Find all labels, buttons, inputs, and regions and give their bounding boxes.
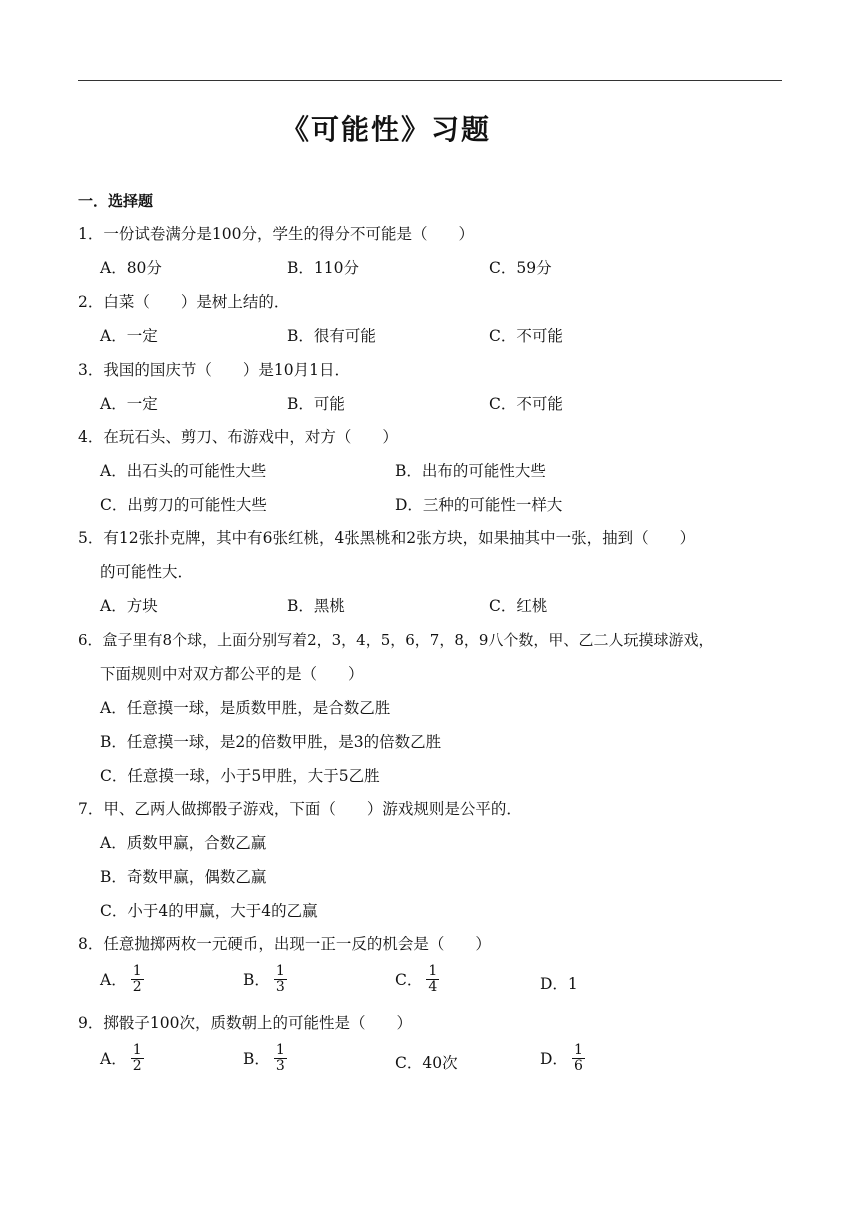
page-title: 《可能性》习题 bbox=[280, 113, 491, 146]
q7-option-a: A．质数甲赢，合数乙赢 bbox=[100, 834, 267, 852]
q8-option-b-label: B． bbox=[243, 970, 270, 989]
question-2-stem: 2．白菜（ ）是树上结的． bbox=[78, 293, 290, 311]
q2-option-c: C．不可能 bbox=[489, 327, 563, 345]
denominator: 6 bbox=[573, 1058, 583, 1074]
denominator: 3 bbox=[275, 1058, 285, 1074]
q4-option-a: A．出石头的可能性大些 bbox=[100, 462, 267, 480]
q8-option-d: D．1 bbox=[540, 975, 578, 993]
q9-option-c: C．40次 bbox=[395, 1054, 458, 1072]
q8-option-c-label: C． bbox=[395, 970, 423, 989]
numerator: 1 bbox=[132, 1042, 142, 1058]
q4-option-c: C．出剪刀的可能性大些 bbox=[100, 496, 267, 514]
q8-option-a-fraction bbox=[131, 964, 144, 995]
q7-option-c: C．小于4的甲赢，大于4的乙赢 bbox=[100, 902, 318, 920]
question-9-stem: 9．掷骰子100次，质数朝上的可能性是（ ） bbox=[78, 1014, 412, 1032]
denominator: 3 bbox=[275, 979, 285, 995]
q1-option-b: B．110分 bbox=[287, 259, 359, 277]
q2-option-b: B．很有可能 bbox=[287, 327, 376, 345]
question-6-stem-continued: 下面规则中对双方都公平的是（ ） bbox=[100, 665, 364, 683]
q3-option-b: B．可能 bbox=[287, 395, 345, 413]
numerator: 1 bbox=[275, 963, 285, 979]
question-1-stem: 1．一份试卷满分是100分，学生的得分不可能是（ ） bbox=[78, 225, 474, 243]
q9-option-b-label: B． bbox=[243, 1049, 270, 1068]
q2-option-a: A．一定 bbox=[100, 327, 158, 345]
q8-option-a bbox=[100, 964, 144, 995]
q4-option-d: D．三种的可能性一样大 bbox=[395, 496, 563, 514]
question-4-stem: 4．在玩石头、剪刀、布游戏中，对方（ ） bbox=[78, 428, 398, 446]
q8-option-b-fraction bbox=[274, 964, 287, 995]
q9-option-a-fraction bbox=[131, 1043, 144, 1074]
q5-option-b: B．黑桃 bbox=[287, 597, 345, 615]
q8-option-c-fraction bbox=[426, 964, 439, 995]
q8-option-b bbox=[243, 964, 287, 995]
q7-option-b: B．奇数甲赢，偶数乙赢 bbox=[100, 868, 267, 886]
denominator: 4 bbox=[428, 979, 438, 995]
question-3-stem: 3．我国的国庆节（ ）是10月1日． bbox=[78, 361, 350, 379]
q6-option-a: A．任意摸一球，是质数甲胜，是合数乙胜 bbox=[100, 699, 391, 717]
q3-option-c: C．不可能 bbox=[489, 395, 563, 413]
q1-option-a: A．80分 bbox=[100, 259, 162, 277]
q8-option-a-label: A． bbox=[100, 970, 127, 989]
numerator: 1 bbox=[573, 1042, 583, 1058]
q9-option-a bbox=[100, 1043, 144, 1074]
denominator: 2 bbox=[132, 979, 142, 995]
q6-option-c: C．任意摸一球，小于5甲胜，大于5乙胜 bbox=[100, 767, 380, 785]
q8-option-c bbox=[395, 964, 439, 995]
q4-option-b: B．出布的可能性大些 bbox=[395, 462, 546, 480]
q9-option-d-fraction bbox=[572, 1043, 585, 1074]
question-8-stem: 8．任意抛掷两枚一元硬币，出现一正一反的机会是（ ） bbox=[78, 935, 491, 953]
question-6-stem: 6．盒子里有8个球，上面分别写着2，3，4，5，6，7，8，9八个数，甲、乙二人玩摸球游戏， bbox=[78, 631, 714, 649]
q6-option-b: B．任意摸一球，是2的倍数甲胜，是3的倍数乙胜 bbox=[100, 733, 442, 751]
q9-option-a-label: A． bbox=[100, 1049, 127, 1068]
question-7-stem: 7．甲、乙两人做掷骰子游戏，下面（ ）游戏规则是公平的． bbox=[78, 800, 522, 818]
q9-option-b bbox=[243, 1043, 287, 1074]
q9-option-d bbox=[540, 1043, 585, 1074]
q9-option-d-label: D． bbox=[540, 1049, 568, 1068]
numerator: 1 bbox=[275, 1042, 285, 1058]
numerator: 1 bbox=[428, 963, 438, 979]
question-5-stem-continued: 的可能性大． bbox=[100, 563, 194, 581]
q9-option-b-fraction bbox=[274, 1043, 287, 1074]
numerator: 1 bbox=[132, 963, 142, 979]
q1-option-c: C．59分 bbox=[489, 259, 552, 277]
header-rule bbox=[78, 80, 782, 81]
denominator: 2 bbox=[132, 1058, 142, 1074]
q5-option-c: C．红桃 bbox=[489, 597, 548, 615]
question-5-stem: 5．有12张扑克牌，其中有6张红桃，4张黑桃和2张方块，如果抽其中一张，抽到（ ） bbox=[78, 529, 696, 547]
section-heading: 一．选择题 bbox=[78, 192, 154, 210]
q5-option-a: A．方块 bbox=[100, 597, 158, 615]
q3-option-a: A．一定 bbox=[100, 395, 158, 413]
